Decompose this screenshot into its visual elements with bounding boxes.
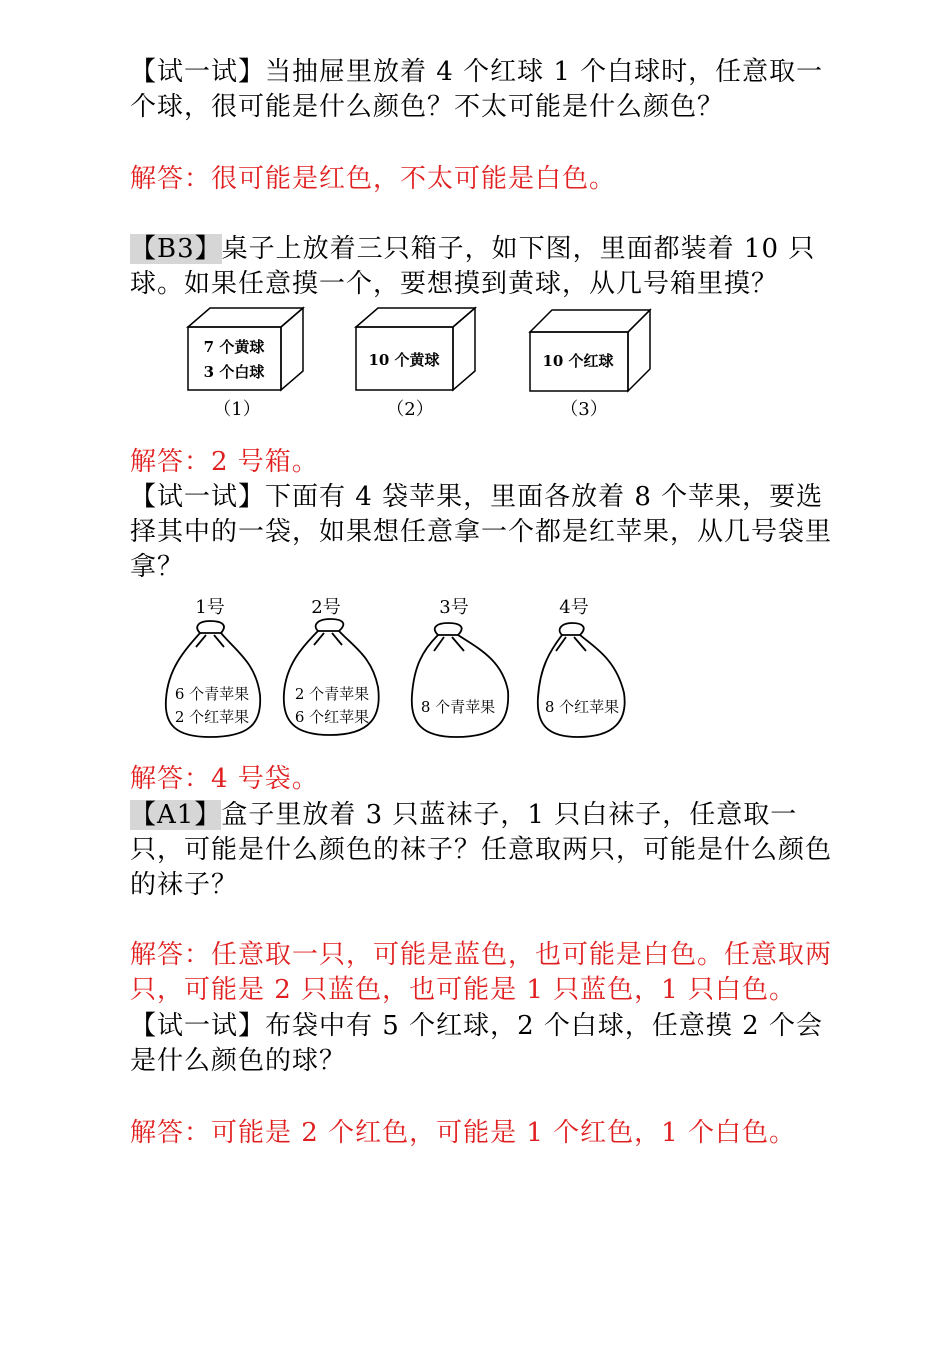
question-text: 当抽屉里放着 4 个红球 1 个白球时，任意取一个球，很可能是什么颜色？不太可能是什么颜色？	[130, 57, 824, 122]
bag-1-label: 1号	[195, 597, 225, 618]
bag-2-line-2: 6 个红苹果	[294, 708, 370, 726]
box-3-label: （3）	[560, 399, 608, 420]
question-text: 下面有 4 袋苹果，里面各放着 8 个苹果，要选择其中的一袋，如果想任意拿一个都是红苹果，从几号袋里拿？	[130, 482, 833, 582]
question-a1	[130, 798, 842, 903]
box-2-label: （2）	[386, 399, 434, 420]
boxes-figure	[180, 305, 680, 420]
answer-b3: 解答：2 号箱。	[130, 447, 319, 477]
bag-3	[412, 623, 508, 737]
answer-try-1: 解答：很可能是红色，不太可能是白色。	[130, 164, 617, 194]
bag-3-line-1: 8 个青苹果	[420, 698, 496, 716]
bag-4	[538, 623, 625, 737]
answer-try-2: 解答：4 号袋。	[130, 764, 319, 794]
answer-try-3: 解答：可能是 2 个红色，可能是 1 个红色，1 个白色。	[130, 1118, 796, 1148]
question-try-2	[130, 480, 842, 585]
bag-4-label: 4号	[559, 597, 589, 618]
bags-figure	[158, 595, 658, 745]
question-text: 桌子上放着三只箱子，如下图，里面都装着 10 只球。如果任意摸一个，要想摸到黄球，从几号箱里摸？	[130, 234, 816, 299]
bag-2-line-1: 2 个青苹果	[294, 685, 370, 703]
question-tag: 【A1】	[130, 800, 222, 830]
question-try-3	[130, 1009, 842, 1079]
box-3	[530, 310, 650, 391]
box-2	[356, 308, 475, 390]
question-try-1	[130, 55, 842, 125]
question-tag: 【试一试】	[130, 1011, 266, 1041]
bag-1-line-1: 6 个青苹果	[174, 685, 250, 703]
bag-4-line-1: 8 个红苹果	[544, 698, 620, 716]
question-tag: 【试一试】	[130, 482, 266, 512]
box-1-label: （1）	[213, 399, 261, 420]
question-tag: 【B3】	[130, 234, 222, 264]
bag-3-label: 3号	[439, 597, 469, 618]
box-1-line-2: 3 个白球	[203, 363, 265, 381]
bag-1-line-2: 2 个红苹果	[174, 708, 250, 726]
question-text: 盒子里放着 3 只蓝袜子，1 只白袜子，任意取一只，可能是什么颜色的袜子？任意取两只，可能是什么颜色的袜子？	[130, 800, 833, 900]
box-3-line-1: 10 个红球	[542, 352, 614, 370]
answer-a1: 解答：任意取一只，可能是蓝色，也可能是白色。任意取两只，可能是 2 只蓝色，也可能是 1 只蓝色，1 只白色。	[130, 940, 833, 1005]
question-b3	[130, 232, 842, 302]
box-2-line-1: 10 个黄球	[368, 351, 440, 369]
question-tag: 【试一试】	[130, 57, 266, 87]
question-text: 布袋中有 5 个红球，2 个白球，任意摸 2 个会是什么颜色的球？	[130, 1011, 823, 1076]
bag-2-label: 2号	[311, 597, 341, 618]
box-1-line-1: 7 个黄球	[203, 338, 265, 356]
